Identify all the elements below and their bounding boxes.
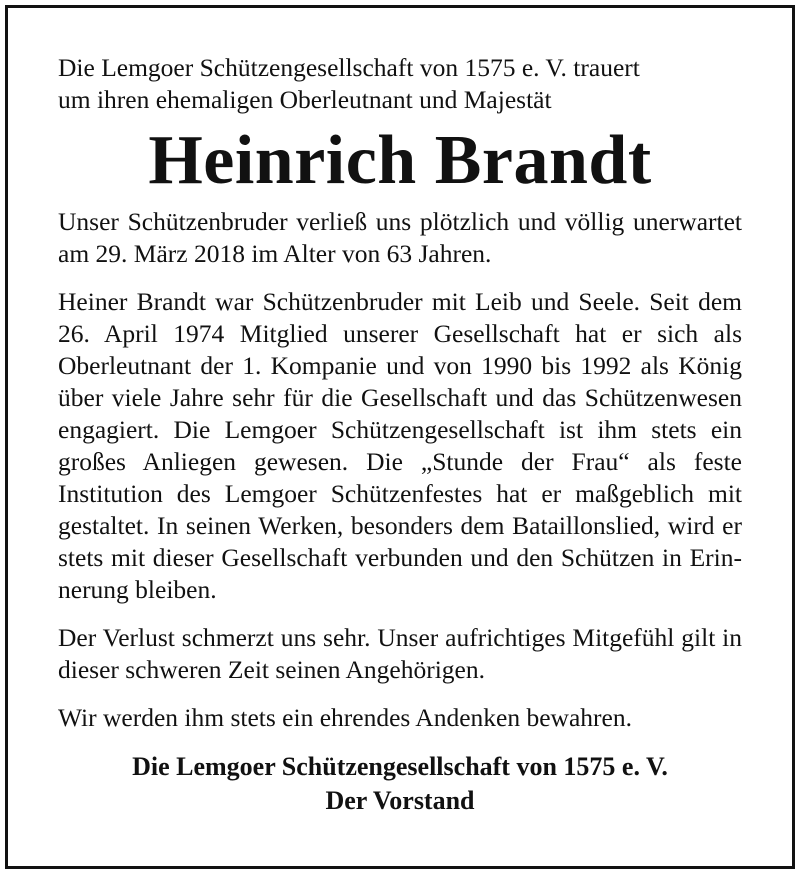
intro-line-2: um ihren ehemaligen Oberleutnant und Majestät [58,85,552,114]
deceased-name: Heinrich Brandt [148,122,652,199]
signature-organization: Die Lemgoer Schützengesellschaft von 1575 e. V. [132,752,668,781]
intro-text [58,52,742,116]
notice-body [58,206,742,734]
intro-line-1: Die Lemgoer Schützengesellschaft von 1575 e. V. trauert [58,53,640,82]
signature-board: Der Vorstand [325,786,475,815]
paragraph-remembrance: Wir werden ihm stets ein ehrendes Andenken bewahren. [58,703,632,732]
obituary-notice [58,52,742,818]
paragraph-death-announcement: Unser Schützenbruder verließ uns plötzlich und völlig unerwartet am 29. März 2018 im Alter von 63 Jahren. [58,207,742,268]
signature-block [58,750,742,818]
paragraph-condolence: Der Verlust schmerzt uns sehr. Unser aufrichtiges Mitgefühl gilt in dieser schweren Zeit seinen Angehörigen. [58,623,742,684]
paragraph-biography: Heiner Brandt war Schützenbruder mit Leib und Seele. Seit dem 26. April 1974 Mitglied unserer Gesellschaft hat er sich als Oberleutnant der 1. Kompanie und von 1990 bis 1992 als König über viele Jahre sehr für die Gesellschaft und das Schützenwesen engagiert. Die Lemgoer Schützengesellschaft ist ihm stets ein großes Anliegen gewesen. Die „Stunde der Frau“ als feste Institution des Lemgoer Schützenfestes hat er maßgeblich mit gestaltet. In seinen Werken, besonders dem Bataillonslied, wird er stets mit dieser Gesellschaft verbunden und den Schützen in Erinnerung bleiben. [58,287,742,604]
